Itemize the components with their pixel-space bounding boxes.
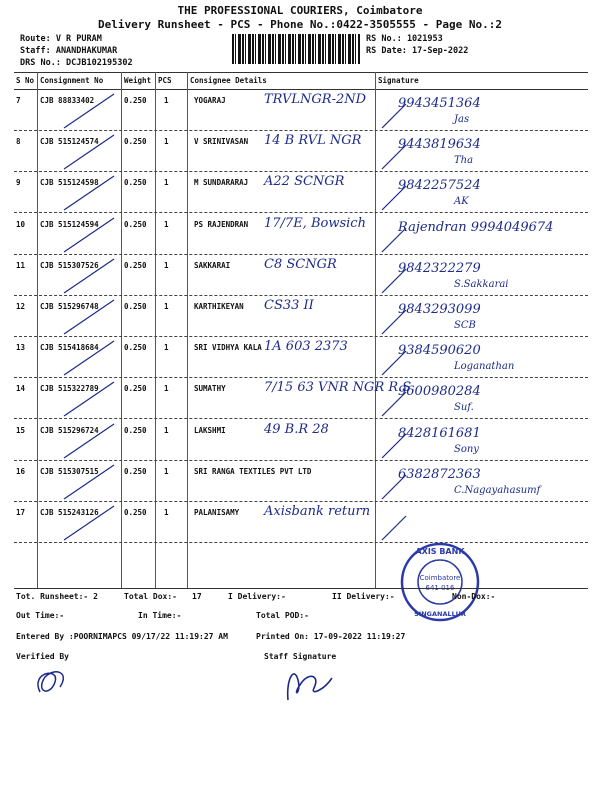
- row-handwritten-address: 49 B.R 28: [264, 421, 329, 437]
- row-handwritten-address: CS33 II: [264, 298, 314, 313]
- row-consignee: SRI VIDHYA KALA: [194, 343, 262, 353]
- tick-stroke: [382, 475, 406, 499]
- stamp-line1: AXIS BANK: [415, 547, 465, 556]
- row-handwritten-phone: 9843293099: [398, 302, 481, 317]
- row-weight: 0.250: [124, 302, 147, 311]
- row-sno: 10: [16, 219, 26, 229]
- row-separator: [14, 542, 588, 543]
- row-handwritten-address: 1A 603 2373: [264, 339, 348, 355]
- row-sno: 17: [16, 508, 26, 517]
- row-sno: 16: [16, 466, 26, 476]
- table-row: [14, 461, 588, 502]
- i-delivery: I Delivery:-: [228, 592, 286, 601]
- row-consignee: V SRINIVASAN: [194, 137, 249, 147]
- tick-stroke: [64, 506, 114, 540]
- row-weight: 0.250: [124, 137, 147, 147]
- tick-stroke: [64, 135, 114, 169]
- row-consignee: PS RAJENDRAN: [194, 219, 249, 229]
- bank-stamp: [398, 540, 482, 624]
- row-consignee: SUMATHY: [194, 384, 226, 394]
- row-pcs: 1: [164, 425, 169, 435]
- row-handwritten-phone: 9943451364: [398, 96, 481, 111]
- row-pcs: 1: [164, 302, 169, 311]
- row-consignment: CJB 515322789: [40, 384, 99, 394]
- row-consignee: YOGARAJ: [194, 96, 226, 105]
- row-handwritten-signature: Jas: [454, 114, 470, 125]
- row-weight: 0.250: [124, 219, 147, 229]
- row-tick-marks: [14, 172, 588, 213]
- row-handwritten-address: 17/7E, Bowsich: [264, 215, 366, 231]
- tick-stroke: [382, 434, 406, 458]
- tick-stroke: [382, 269, 406, 293]
- row-handwritten-address: A22 SCNGR: [264, 174, 345, 190]
- col-consignment: Consignment No: [40, 76, 104, 85]
- row-handwritten-signature: S.Sakkarai: [454, 278, 509, 290]
- row-weight: 0.250: [124, 343, 147, 353]
- row-weight: 0.250: [124, 260, 147, 270]
- tick-stroke: [64, 300, 114, 334]
- row-consignment: CJB 515307515: [40, 466, 99, 476]
- row-consignment: CJB 515124594: [40, 219, 99, 229]
- row-handwritten-phone: 9842257524: [398, 178, 481, 194]
- row-consignee: LAKSHMI: [194, 425, 226, 435]
- col-sno: S No: [16, 76, 35, 85]
- out-time: Out Time:-: [16, 611, 65, 620]
- rs-number: RS No.: 1021953: [366, 34, 443, 44]
- row-pcs: 1: [164, 219, 169, 229]
- printed-on: Printed On: 17-09-2022 11:19:27: [256, 632, 406, 641]
- tot-runsheet: Tot. Runsheet:- 2: [16, 592, 98, 601]
- row-handwritten-phone: Rajendran 9994049674: [398, 219, 554, 235]
- row-sno: 11: [16, 260, 26, 270]
- tick-stroke: [382, 186, 406, 210]
- row-handwritten-signature: SCB: [454, 320, 476, 331]
- tick-stroke: [382, 310, 406, 334]
- row-consignee: M SUNDARARAJ: [194, 178, 249, 188]
- tick-stroke: [64, 94, 114, 128]
- table-row: [14, 255, 588, 296]
- row-consignment: CJB 515243126: [40, 508, 99, 517]
- document-subtitle: Delivery Runsheet - PCS - Phone No.:0422-3505555 - Page No.:2: [98, 18, 502, 31]
- ii-delivery: II Delivery:-: [332, 592, 395, 601]
- row-handwritten-phone: 9384590620: [398, 343, 481, 359]
- stamp-line4: SINGANALLUR: [414, 610, 466, 618]
- row-consignee: PALANISAMY: [194, 508, 240, 517]
- col-weight: Weight: [124, 76, 152, 85]
- row-weight: 0.250: [124, 466, 147, 476]
- row-handwritten-signature: Suf.: [454, 402, 474, 414]
- table-row: [14, 172, 588, 213]
- barcode: [232, 34, 360, 64]
- row-tick-marks: [14, 502, 588, 543]
- table-row: [14, 131, 588, 172]
- verifier-signature: [30, 662, 80, 702]
- row-handwritten-phone: 9443819634: [398, 137, 481, 153]
- row-pcs: 1: [164, 343, 169, 353]
- table-row: [14, 90, 588, 131]
- tick-stroke: [64, 176, 114, 210]
- tick-stroke: [382, 516, 406, 540]
- row-handwritten-signature: AK: [454, 196, 469, 208]
- tick-stroke: [64, 465, 114, 499]
- stamp-line2: Coimbatore: [419, 574, 461, 582]
- row-consignee: SRI RANGA TEXTILES PVT LTD: [194, 466, 312, 476]
- row-tick-marks: [14, 461, 588, 502]
- row-tick-marks: [14, 296, 588, 337]
- row-consignee: KARTHIKEYAN: [194, 302, 244, 311]
- row-weight: 0.250: [124, 425, 147, 435]
- total-dox-value: 17: [192, 592, 202, 601]
- drs-number: DRS No.: DCJB102195302: [20, 58, 133, 68]
- tick-stroke: [382, 228, 406, 252]
- row-sno: 7: [16, 96, 21, 105]
- row-weight: 0.250: [124, 178, 147, 188]
- row-tick-marks: [14, 337, 588, 378]
- row-consignment: CJB 515296724: [40, 425, 99, 435]
- staff-signature-mark: [280, 660, 340, 702]
- document-title: THE PROFESSIONAL COURIERS, Coimbatore: [177, 4, 423, 17]
- row-weight: 0.250: [124, 384, 147, 394]
- row-sno: 15: [16, 425, 26, 435]
- row-handwritten-phone: 6382872363: [398, 466, 481, 482]
- row-tick-marks: [14, 214, 588, 255]
- col-pcs: PCS: [158, 76, 172, 85]
- tick-stroke: [382, 104, 406, 128]
- rs-date: RS Date: 17-Sep-2022: [366, 46, 469, 56]
- verified-by: Verified By: [16, 652, 69, 661]
- row-tick-marks: [14, 378, 588, 419]
- tick-stroke: [382, 392, 406, 416]
- row-tick-marks: [14, 420, 588, 461]
- row-tick-marks: [14, 255, 588, 296]
- row-consignment: CJB 515124574: [40, 137, 99, 147]
- row-handwritten-address: C8 SCNGR: [264, 256, 337, 272]
- in-time: In Time:-: [138, 611, 182, 620]
- tick-stroke: [64, 341, 114, 375]
- row-pcs: 1: [164, 178, 169, 188]
- entered-by: Entered By :POORNIMAPCS 09/17/22 11:19:27 AM: [16, 632, 228, 641]
- row-pcs: 1: [164, 508, 169, 517]
- row-consignee: SAKKARAI: [194, 260, 231, 270]
- table-row: [14, 420, 588, 461]
- tick-stroke: [64, 218, 114, 252]
- row-handwritten-phone: 8428161681: [398, 425, 481, 441]
- non-dox: Non-Dox:-: [452, 592, 496, 601]
- row-sno: 12: [16, 302, 26, 311]
- row-tick-marks: [14, 90, 588, 131]
- row-handwritten-phone: 9600980284: [398, 384, 481, 400]
- row-handwritten-signature: Loganathan: [454, 361, 515, 373]
- row-sno: 13: [16, 343, 26, 353]
- tick-stroke: [64, 424, 114, 458]
- row-handwritten-signature: Sony: [454, 443, 479, 455]
- row-pcs: 1: [164, 96, 169, 105]
- row-weight: 0.250: [124, 508, 147, 517]
- stamp-line3: 641 016: [425, 584, 455, 592]
- table-row: [14, 502, 588, 543]
- row-handwritten-address: 7/15 63 VNR NGR R.S.: [264, 380, 415, 396]
- total-pod: Total POD:-: [256, 611, 309, 620]
- tick-stroke: [64, 259, 114, 293]
- row-handwritten-address: 14 B RVL NGR: [264, 133, 362, 149]
- tick-stroke: [64, 382, 114, 416]
- row-sno: 9: [16, 178, 21, 188]
- tick-stroke: [382, 145, 406, 169]
- row-handwritten-signature: C.Nagayahasumf: [454, 484, 541, 496]
- row-consignment: CJB 515124598: [40, 178, 99, 188]
- table-row: [14, 296, 588, 337]
- row-tick-marks: [14, 131, 588, 172]
- row-consignment: CJB 88833402: [40, 96, 95, 105]
- row-handwritten-phone: 9842322279: [398, 260, 481, 276]
- row-consignment: CJB 515418684: [40, 343, 99, 353]
- staff-signature: Staff Signature: [264, 652, 337, 661]
- row-pcs: 1: [164, 466, 169, 476]
- row-handwritten-signature: Tha: [454, 155, 474, 167]
- row-pcs: 1: [164, 384, 169, 394]
- row-handwritten-address: TRVLNGR-2ND: [264, 92, 367, 107]
- tick-stroke: [382, 351, 406, 375]
- table-row: [14, 337, 588, 378]
- table-row: [14, 214, 588, 255]
- row-sno: 8: [16, 137, 21, 147]
- col-consignee: Consignee Details: [190, 76, 267, 85]
- total-dox-label: Total Dox:-: [124, 592, 177, 601]
- table-row: [14, 378, 588, 419]
- row-pcs: 1: [164, 137, 169, 147]
- row-pcs: 1: [164, 260, 169, 270]
- row-consignment: CJB 515296748: [40, 302, 99, 311]
- row-consignment: CJB 515307526: [40, 260, 99, 270]
- route: Route: V R PURAM: [20, 34, 102, 44]
- col-signature: Signature: [378, 76, 419, 85]
- row-sno: 14: [16, 384, 26, 394]
- row-handwritten-address: Axisbank return: [264, 504, 371, 519]
- row-weight: 0.250: [124, 96, 147, 105]
- staff: Staff: ANANDHAKUMAR: [20, 46, 118, 56]
